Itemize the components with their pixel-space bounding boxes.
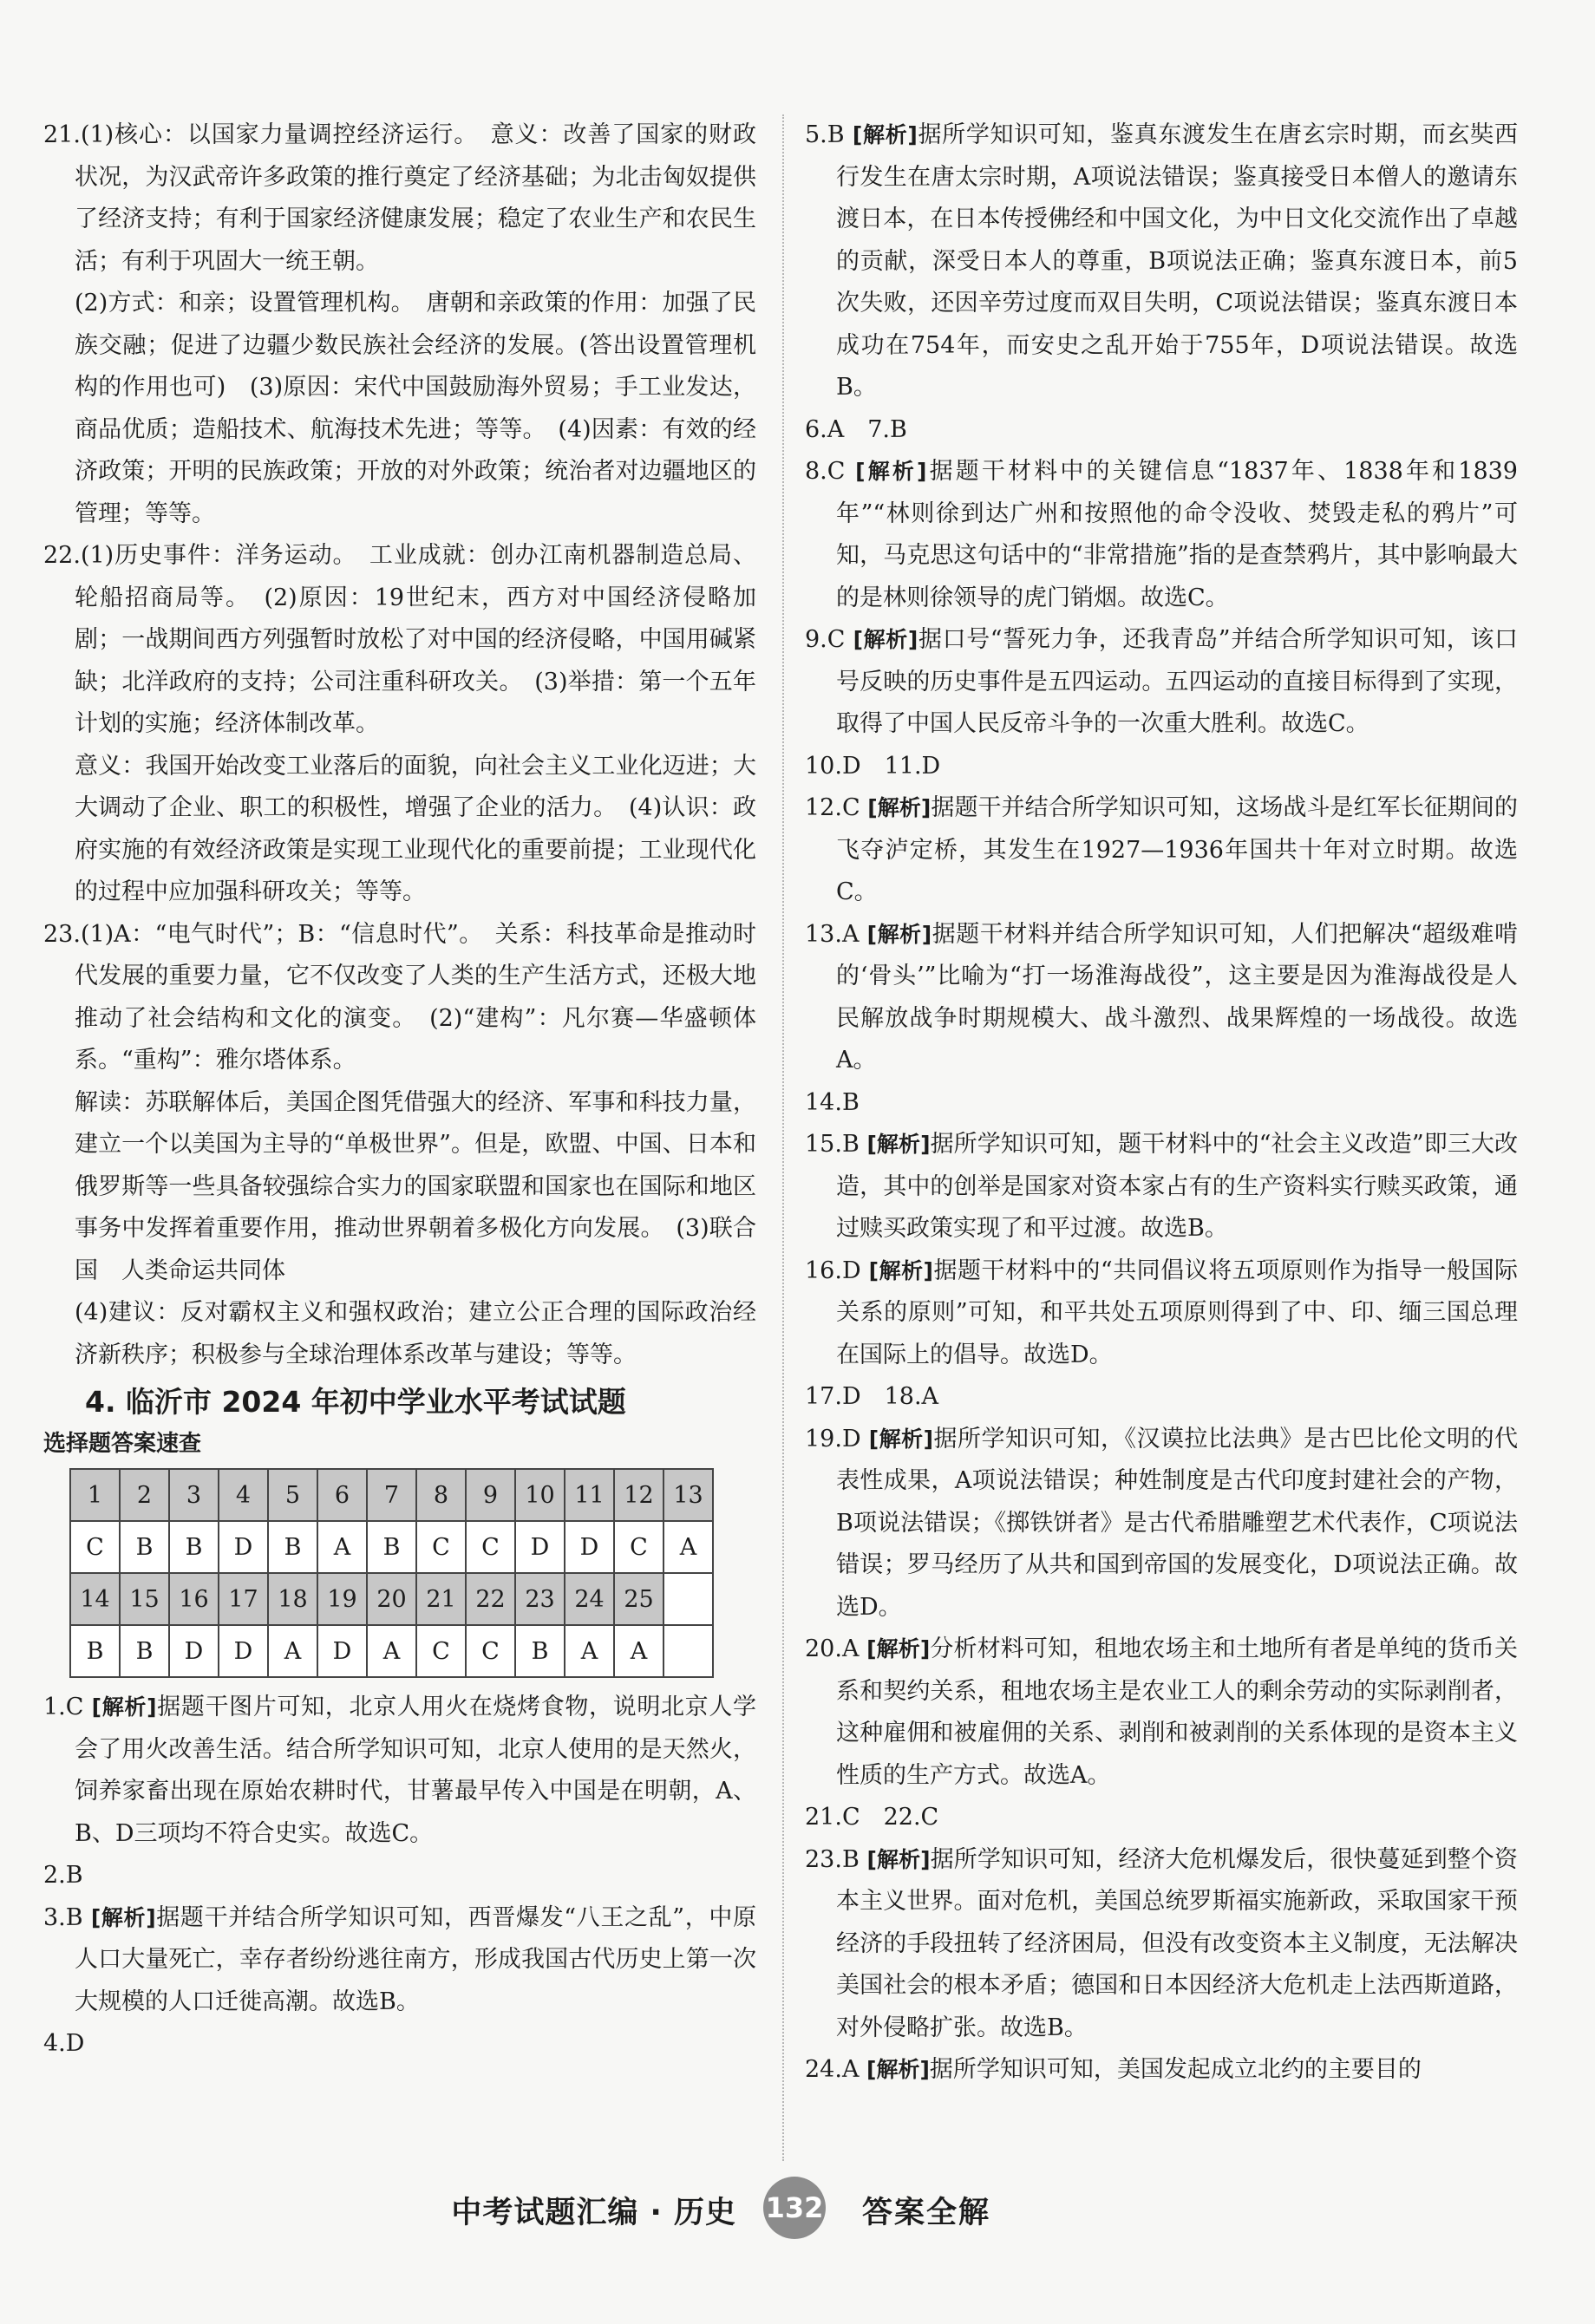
book-title: 中考试题汇编 · 历史: [451, 2196, 736, 2230]
table-row: [70, 1625, 713, 1677]
table-row: [70, 1521, 713, 1573]
answer-text: 据题干材料并结合所学知识可知，人们把解决“超级难啃的‘骨头’”比喻为“打一场淮海战役”，这主要是因为淮海战役是人民解放战争时期规模大、战斗激烈、战果辉煌的一场战役。故选A。: [836, 920, 1518, 1074]
table-cell: 4: [219, 1469, 268, 1521]
answer-21-cont: (2)方式：和亲；设置管理机构。 唐朝和亲政策的作用：加强了民族交融；促进了边疆少数民族社会经济的发展。(答出设置管理机构的作用也可) (3)原因：宋代中国鼓励海外贸易；手工业发达，商品优质；造船技术、航海技术先进；等等。 (4)因素：有效的经济政策；开明的民族政策；开放的对外政策；统治者对边疆地区的管理；等等。: [75, 290, 756, 527]
table-cell: 22: [466, 1573, 515, 1625]
answer-21: 21.(1)核心：以国家力量调控经济运行。 意义：改善了国家的财政状况，为汉武帝许多政策的推行奠定了经济基础；为北击匈奴提供了经济支持；有利于国家经济健康发展；稳定了农业生产和农民生活；有利于巩固大一统王朝。: [43, 121, 756, 275]
table-cell: 5: [268, 1469, 317, 1521]
answer-text: 据所学知识可知，经济大危机爆发后，很快蔓延到整个资本主义世界。面对危机，美国总统罗斯福实施新政，采取国家干预经济的手段扭转了经济困局，但没有改变资本主义制度，无法解决美国社会的根本矛盾；德国和日本因经济大危机走上法西斯道路，对外侵略扩张。故选B。: [836, 1845, 1518, 2041]
answer-number: 15.B: [805, 1131, 860, 1158]
table-cell: 18: [268, 1573, 317, 1625]
answer-24: [805, 2049, 1518, 2092]
answer-table-title: 选择题答案速查: [43, 1431, 202, 1457]
answer-number: 23.B: [805, 1845, 860, 1873]
table-cell: 8: [416, 1469, 466, 1521]
analysis-tag: [解析]: [90, 1904, 156, 1930]
page-footer: [0, 2177, 1595, 2246]
table-cell: A: [565, 1625, 614, 1677]
answer-text: 分析材料可知，租地农场主和土地所有者是单纯的货币关系和契约关系，租地农场主是农业工人的剩余劳动的实际剥削者，这种雇佣和被雇佣的关系、剥削和被剥削的关系体现的是资本主义性质的生产方式。故选A。: [836, 1635, 1519, 1789]
answer-22-cont: 意义：我国开始改变工业落后的面貌，向社会主义工业化迈进；大大调动了企业、职工的积极性，增强了企业的活力。 (4)认识：政府实施的有效经济政策是实现工业现代化的重要前提；工业现代化的过程中应加强科研攻关；等等。: [75, 752, 756, 905]
analysis-tag: [解析]: [867, 795, 932, 820]
column-divider: [782, 114, 784, 2161]
table-cell: A: [317, 1521, 367, 1573]
answer-number: 3.B: [43, 1903, 83, 1931]
table-cell: 20: [367, 1573, 416, 1625]
analysis-tag: [解析]: [868, 1426, 934, 1452]
table-cell: D: [515, 1521, 565, 1573]
table-cell: B: [169, 1521, 219, 1573]
table-cell: C: [70, 1521, 120, 1573]
answer-text: 据所学知识可知，鉴真东渡发生在唐玄宗时期，而玄奘西行发生在唐太宗时期，A项说法错误；鉴真接受日本僧人的邀请东渡日本，在日本传授佛经和中国文化，为中日文化交流作出了卓越的贡献，深受日本人的尊重，B项说法正确；鉴真东渡日本，前5次失败，还因辛劳过度而双目失明，C项说法错误；鉴真东渡日本成功在754年，而安史之乱开始于755年，D项说法错误。故选B。: [836, 121, 1518, 401]
answer-number: 9.C: [805, 626, 846, 653]
table-cell: 19: [317, 1573, 367, 1625]
analysis-tag: [解析]: [866, 1132, 931, 1157]
answer-5: [805, 114, 1518, 409]
table-cell: C: [466, 1625, 515, 1677]
answer-table: [69, 1468, 714, 1678]
answer-number: 24.A: [805, 2056, 860, 2083]
analysis-tag: [解析]: [852, 122, 918, 147]
answer-13: [805, 914, 1518, 1082]
table-cell: D: [317, 1625, 367, 1677]
answer-16: [805, 1250, 1518, 1377]
answer-10-11: 10.D 11.D: [805, 752, 941, 780]
answer-number: 8.C: [805, 458, 846, 485]
table-cell-empty: [663, 1573, 713, 1625]
answer-text: 据题干并结合所学知识可知，这场战斗是红军长征期间的飞夺泸定桥，其发生在1927—1936年国共十年对立时期。故选C。: [836, 794, 1518, 905]
table-cell: 7: [367, 1469, 416, 1521]
table-cell: 9: [466, 1469, 515, 1521]
answer-23: [805, 1839, 1518, 2050]
answer-number: 12.C: [805, 794, 860, 821]
right-column: [805, 114, 1518, 2092]
answer-3: [43, 1897, 756, 2024]
analysis-tag: [解析]: [855, 459, 927, 484]
answer-23: 23.(1)A：“电气时代”；B：“信息时代”。 关系：科技革命是推动时代发展的重要力量，它不仅改变了人类的生产生活方式，还极大地推动了社会结构和文化的演变。 (2)“建构”：凡尔赛—华盛顿体系。“重构”：雅尔塔体系。: [43, 920, 756, 1074]
answer-4: 4.D: [43, 2030, 85, 2057]
table-cell-empty: [663, 1625, 713, 1677]
table-cell: 17: [219, 1573, 268, 1625]
table-cell: 16: [169, 1573, 219, 1625]
answer-text: 据所学知识可知，题干材料中的“社会主义改造”即三大改造，其中的创举是国家对资本家占有的生产资料实行赎买政策，通过赎买政策实现了和平过渡。故选B。: [836, 1131, 1518, 1242]
answer-text: 据题干材料中的关键信息“1837年、1838年和1839年”“林则徐到达广州和按照他的命令没收、焚毁走私的鸦片”可知，马克思这句话中的“非常措施”指的是查禁鸦片，其中影响最大的是林则徐领导的虎门销烟。故选C。: [836, 458, 1518, 611]
table-cell: D: [169, 1625, 219, 1677]
answer-23-cont2: (4)建议：反对霸权主义和强权政治；建立公正合理的国际政治经济新秩序；积极参与全球治理体系改革与建设；等等。: [75, 1299, 756, 1368]
analysis-tag: [解析]: [866, 1846, 931, 1872]
analysis-tag: [解析]: [853, 627, 918, 652]
table-cell: 25: [614, 1573, 663, 1625]
table-cell: B: [367, 1521, 416, 1573]
table-row: [70, 1573, 713, 1625]
table-cell: C: [614, 1521, 663, 1573]
answer-17-18: 17.D 18.A: [805, 1383, 939, 1410]
answer-text: 据所学知识可知，美国发起成立北约的主要目的: [929, 2056, 1422, 2083]
analysis-tag: [解析]: [866, 1636, 931, 1661]
table-cell: D: [219, 1625, 268, 1677]
table-cell: B: [515, 1625, 565, 1677]
table-cell: C: [416, 1521, 466, 1573]
answer-number: 5.B: [805, 121, 845, 148]
answer-19: [805, 1419, 1518, 1629]
answer-text: 据题干材料中的“共同倡议将五项原则作为指导一般国际关系的原则”可知，和平共处五项原则得到了中、印、缅三国总理在国际上的倡导。故选D。: [836, 1257, 1518, 1368]
table-cell: 1: [70, 1469, 120, 1521]
answer-text: 据题干并结合所学知识可知，西晋爆发“八王之乱”，中原人口大量死亡，幸存者纷纷逃往南方，形成我国古代历史上第一次大规模的人口迁徙高潮。故选B。: [75, 1903, 756, 2015]
table-cell: 24: [565, 1573, 614, 1625]
answer-23-cont: 解读：苏联解体后，美国企图凭借强大的经济、军事和科技力量，建立一个以美国为主导的“单极世界”。但是，欧盟、中国、日本和俄罗斯等一些具备较强综合实力的国家联盟和国家也在国际和地区事务中发挥着重要作用，推动世界朝着多极化方向发展。 (3)联合国 人类命运共同体: [75, 1088, 756, 1284]
analysis-tag: [解析]: [91, 1694, 157, 1720]
table-cell: B: [120, 1521, 169, 1573]
table-cell: A: [614, 1625, 663, 1677]
table-cell: 15: [120, 1573, 169, 1625]
table-cell: A: [367, 1625, 416, 1677]
table-cell: B: [268, 1521, 317, 1573]
table-cell: B: [70, 1625, 120, 1677]
answer-number: 16.D: [805, 1257, 861, 1284]
answer-9: [805, 619, 1518, 746]
analysis-tag: [解析]: [866, 921, 932, 947]
table-cell: A: [268, 1625, 317, 1677]
answer-15: [805, 1124, 1518, 1250]
table-cell: D: [219, 1521, 268, 1573]
answer-12: [805, 787, 1518, 914]
answer-text: 据所学知识可知，《汉谟拉比法典》是古巴比伦文明的代表性成果，A项说法错误；种姓制度是古代印度封建社会的产物，B项说法错误；《掷铁饼者》是古代希腊雕塑艺术代表作，C项说法错误；罗马经历了从共和国到帝国的发展变化，D项说法正确。故选D。: [836, 1425, 1519, 1621]
table-cell: 14: [70, 1573, 120, 1625]
answer-2: 2.B: [43, 1862, 83, 1889]
analysis-tag: [解析]: [868, 1257, 933, 1283]
section-title: 4. 临沂市 2024 年初中学业水平考试试题: [85, 1385, 626, 1419]
table-cell: 2: [120, 1469, 169, 1521]
answer-number: 20.A: [805, 1635, 860, 1662]
table-cell: 23: [515, 1573, 565, 1625]
analysis-tag: [解析]: [866, 2057, 930, 2082]
answer-number: 19.D: [805, 1425, 861, 1452]
answer-1: [43, 1687, 756, 1855]
table-cell: 10: [515, 1469, 565, 1521]
table-cell: B: [120, 1625, 169, 1677]
table-cell: C: [466, 1521, 515, 1573]
table-cell: C: [416, 1625, 466, 1677]
table-cell: D: [565, 1521, 614, 1573]
table-cell: 12: [614, 1469, 663, 1521]
answer-20: [805, 1629, 1518, 1797]
answer-number: 13.A: [805, 920, 860, 948]
table-row: [70, 1469, 713, 1521]
answer-6-7: 6.A 7.B: [805, 415, 907, 443]
table-cell: 6: [317, 1469, 367, 1521]
table-cell: 21: [416, 1573, 466, 1625]
table-cell: 13: [663, 1469, 713, 1521]
answer-number: 1.C: [43, 1694, 84, 1720]
answer-22: 22.(1)历史事件：洋务运动。 工业成就：创办江南机器制造总局、轮船招商局等。 (2)原因：19世纪末，西方对中国经济侵略加剧；一战期间西方列强暂时放松了对中国的经济侵略，中国用碱紧缺；北洋政府的支持；公司注重科研攻关。 (3)举措：第一个五年计划的实施；经济体制改革。: [43, 542, 756, 737]
answer-14: 14.B: [805, 1088, 860, 1116]
answer-text: 据口号“誓死力争，还我青岛”并结合所学知识可知，该口号反映的历史事件是五四运动。五四运动的直接目标得到了实现，取得了中国人民反帝斗争的一次重大胜利。故选C。: [836, 626, 1518, 737]
table-cell: 3: [169, 1469, 219, 1521]
table-cell: A: [663, 1521, 713, 1573]
answer-8: [805, 451, 1518, 619]
answer-21-22: 21.C 22.C: [805, 1804, 939, 1831]
left-column: [43, 114, 756, 2066]
footer-section-label: 答案全解: [862, 2196, 991, 2230]
table-cell: 11: [565, 1469, 614, 1521]
answer-text: 据题干图片可知，北京人用火在烧烤食物，说明北京人学会了用火改善生活。结合所学知识可知，北京人使用的是天然火，饲养家畜出现在原始农耕时代，甘薯最早传入中国是在明朝，A、B、D三项均不符合史实。故选C。: [75, 1694, 757, 1847]
page-number: 132: [763, 2177, 826, 2239]
